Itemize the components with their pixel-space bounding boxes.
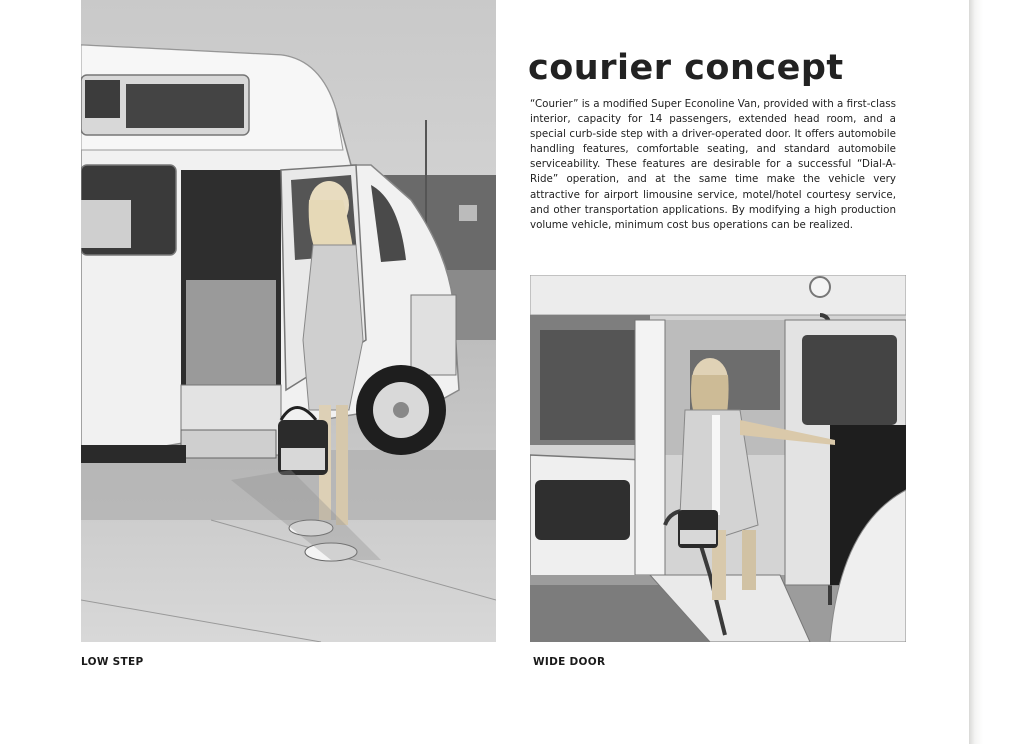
caption-low-step: LOW STEP [81,656,144,668]
article-title: courier concept [528,48,844,88]
photo-wide-door [530,275,906,642]
photo-wide-door-illustration [530,275,906,642]
page-edge-shadow [969,0,1023,744]
photo-low-step-illustration [81,0,496,642]
caption-wide-door: WIDE DOOR [533,656,606,668]
article-body: “Courier” is a modified Super Econoline Van, provided with a first-class interior, capacity for 14 passengers, extended head room, and a special curb-side step with a driver-operated door. It offers automobile handling features, comfortable seating, and standard automobile serviceability. These features are desirable for a successful “Dial-A-Ride” operation, and at the same time make the vehicle very attractive for airport limousine service, motel/hotel courtesy service, and other transportation applications. By modifying a high production volume vehicle, minimum cost bus operations can be realized. [530,98,896,231]
photo-low-step [81,0,496,642]
